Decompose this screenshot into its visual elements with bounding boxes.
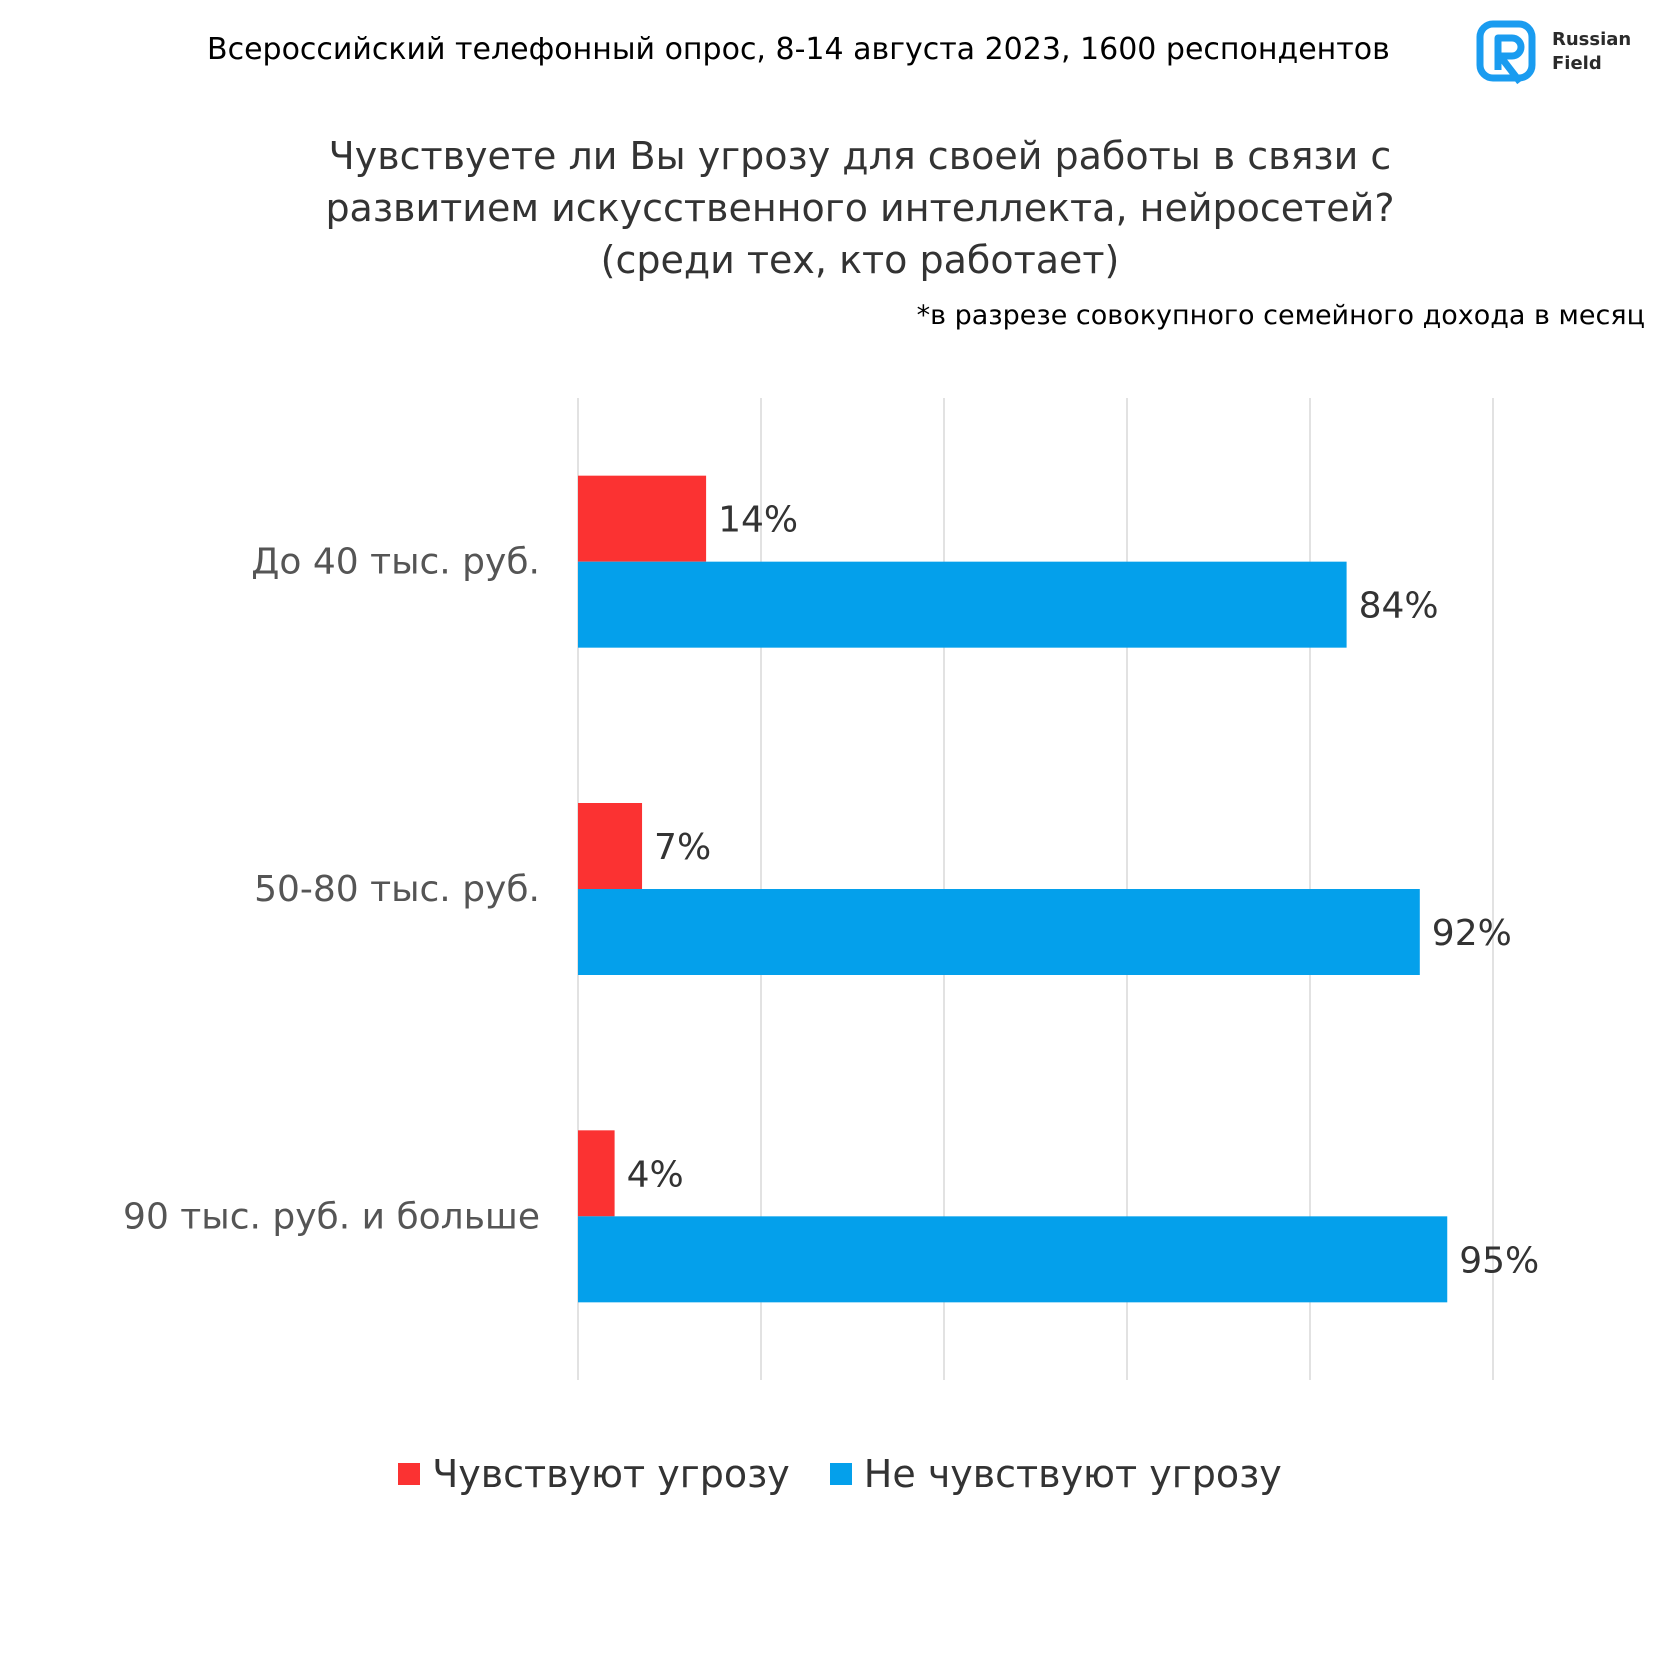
- legend-item-no-threat: [830, 1452, 1282, 1496]
- data-label-no-threat: 84%: [1358, 585, 1439, 627]
- chart-title-line-2: развитием искусственного интеллекта, нейросетей?: [325, 186, 1395, 230]
- legend-swatch-threat: [398, 1463, 420, 1485]
- bar-threat: [578, 476, 706, 562]
- legend-label-threat: Чувствуют угрозу: [432, 1452, 790, 1496]
- bar-no-threat: [578, 1216, 1447, 1302]
- data-label-threat: 14%: [718, 499, 799, 541]
- category-label: 50-80 тыс. руб.: [254, 869, 540, 910]
- legend-swatch-no-threat: [830, 1463, 852, 1485]
- legend-label-no-threat: Не чувствуют угрозу: [863, 1452, 1282, 1496]
- data-label-threat: 4%: [626, 1154, 684, 1196]
- data-label-no-threat: 95%: [1459, 1240, 1540, 1282]
- legend-item-threat: [398, 1452, 790, 1496]
- chart-title-line-1: Чувствуете ли Вы угрозу для своей работы в связи с: [328, 134, 1392, 178]
- chart-legend: [0, 1452, 1680, 1496]
- data-label-no-threat: 92%: [1431, 913, 1512, 954]
- logo-text-line2: Field: [1552, 53, 1602, 74]
- data-label-threat: 7%: [654, 827, 712, 868]
- bar-threat: [578, 1130, 615, 1216]
- chart-subtitle: *в разрезе совокупного семейного дохода в месяц: [916, 300, 1645, 331]
- bar-no-threat: [578, 889, 1420, 975]
- logo-text-line1: Russian: [1552, 29, 1632, 50]
- bar-no-threat: [578, 562, 1347, 648]
- category-label: 90 тыс. руб. и больше: [123, 1196, 540, 1238]
- chart-title-line-3: (среди тех, кто работает): [600, 238, 1120, 282]
- survey-info: Всероссийский телефонный опрос, 8-14 августа 2023, 1600 респондентов: [207, 32, 1390, 67]
- category-label: До 40 тыс. руб.: [251, 541, 540, 583]
- bar-threat: [578, 803, 642, 889]
